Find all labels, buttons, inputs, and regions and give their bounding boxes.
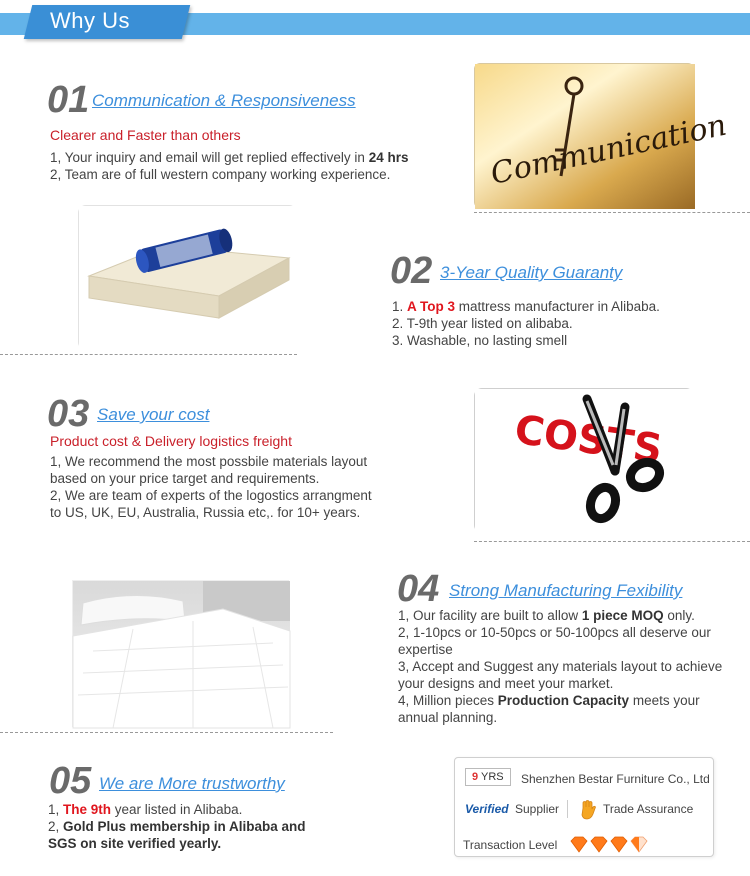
divider (474, 212, 750, 213)
diamond-icon (591, 837, 607, 852)
section-title: Communication & Responsiveness (92, 91, 356, 110)
body-line: based on your price target and requirements. (50, 471, 320, 486)
body-line: 1, Our facility are built to allow 1 piece MOQ only. (398, 608, 695, 623)
section-body (50, 149, 408, 183)
mattress-topper-image (72, 580, 289, 727)
body-line: 2, Gold Plus membership in Alibaba and (48, 819, 306, 834)
section-number: 03 (47, 393, 90, 435)
section-number: 02 (390, 250, 433, 292)
transaction-level-label: Transaction Level (463, 838, 558, 852)
divider (0, 354, 297, 355)
divider (474, 541, 750, 542)
section-title: 3-Year Quality Guaranty (440, 263, 623, 282)
supplier-card (454, 757, 714, 857)
body-line: 3. Washable, no lasting smell (392, 333, 568, 348)
section-body (398, 607, 722, 726)
body-line: 1. A Top 3 mattress manufacturer in Alibaba. (392, 299, 660, 314)
trade-assurance-label[interactable]: Trade Assurance (603, 802, 694, 816)
body-line: annual planning. (398, 710, 498, 725)
hand-icon (579, 800, 597, 820)
body-line: your designs and meet your market. (398, 676, 614, 691)
body-line: 1, We recommend the most possbile materials layout (50, 454, 368, 469)
body-line: 1, Your inquiry and email will get replied effectively in 24 hrs (50, 150, 409, 165)
section-title: We are More trustworthy (99, 774, 285, 793)
section-body (50, 453, 372, 521)
body-line: expertise (398, 642, 453, 657)
costs-scissors-image (474, 388, 694, 533)
section-body (392, 298, 660, 349)
body-line: 3, Accept and Suggest any materials layout to achieve (398, 659, 723, 674)
diamond-icon (611, 837, 627, 852)
communication-script: Communication (487, 107, 730, 192)
section-title: Save your cost (97, 405, 210, 424)
communication-image (474, 63, 730, 208)
verified-label: Verified (465, 802, 509, 816)
section-subtitle: Clearer and Faster than others (50, 127, 241, 143)
body-line: 2. T-9th year listed on alibaba. (392, 316, 573, 331)
page-title: Why Us (50, 8, 130, 33)
company-name[interactable]: Shenzhen Bestar Furniture Co., Ltd (521, 772, 710, 786)
body-line: 2, We are team of experts of the logostics arrangment (50, 488, 372, 503)
section-body (48, 801, 306, 852)
body-line: SGS on site verified yearly. (48, 836, 222, 851)
section-number: 04 (397, 568, 440, 610)
section-title: Strong Manufacturing Fexibility (449, 581, 683, 600)
section-number: 01 (47, 79, 90, 121)
body-line: 4, Million pieces Production Capacity meets your (398, 693, 700, 708)
diamond-icon (571, 837, 587, 852)
diamond-rating (569, 836, 649, 854)
divider (0, 732, 333, 733)
costs-word: COSTS (511, 406, 666, 474)
body-line: 2, 1-10pcs or 10-50pcs or 50-100pcs all deserve our (398, 625, 711, 640)
years-badge: 9 YRS (465, 768, 511, 786)
section-number: 05 (49, 760, 92, 802)
separator (567, 800, 568, 818)
body-line: to US, UK, EU, Australia, Russia etc,. for 10+ years. (50, 505, 361, 520)
body-line: 1, The 9th year listed in Alibaba. (48, 802, 243, 817)
mattress-roll-image (78, 205, 297, 350)
section-subtitle: Product cost & Delivery logistics freight (50, 433, 292, 449)
diamond-icon (631, 837, 647, 852)
supplier-label: Supplier (515, 802, 560, 816)
body-line: 2, Team are of full western company working experience. (50, 167, 391, 182)
